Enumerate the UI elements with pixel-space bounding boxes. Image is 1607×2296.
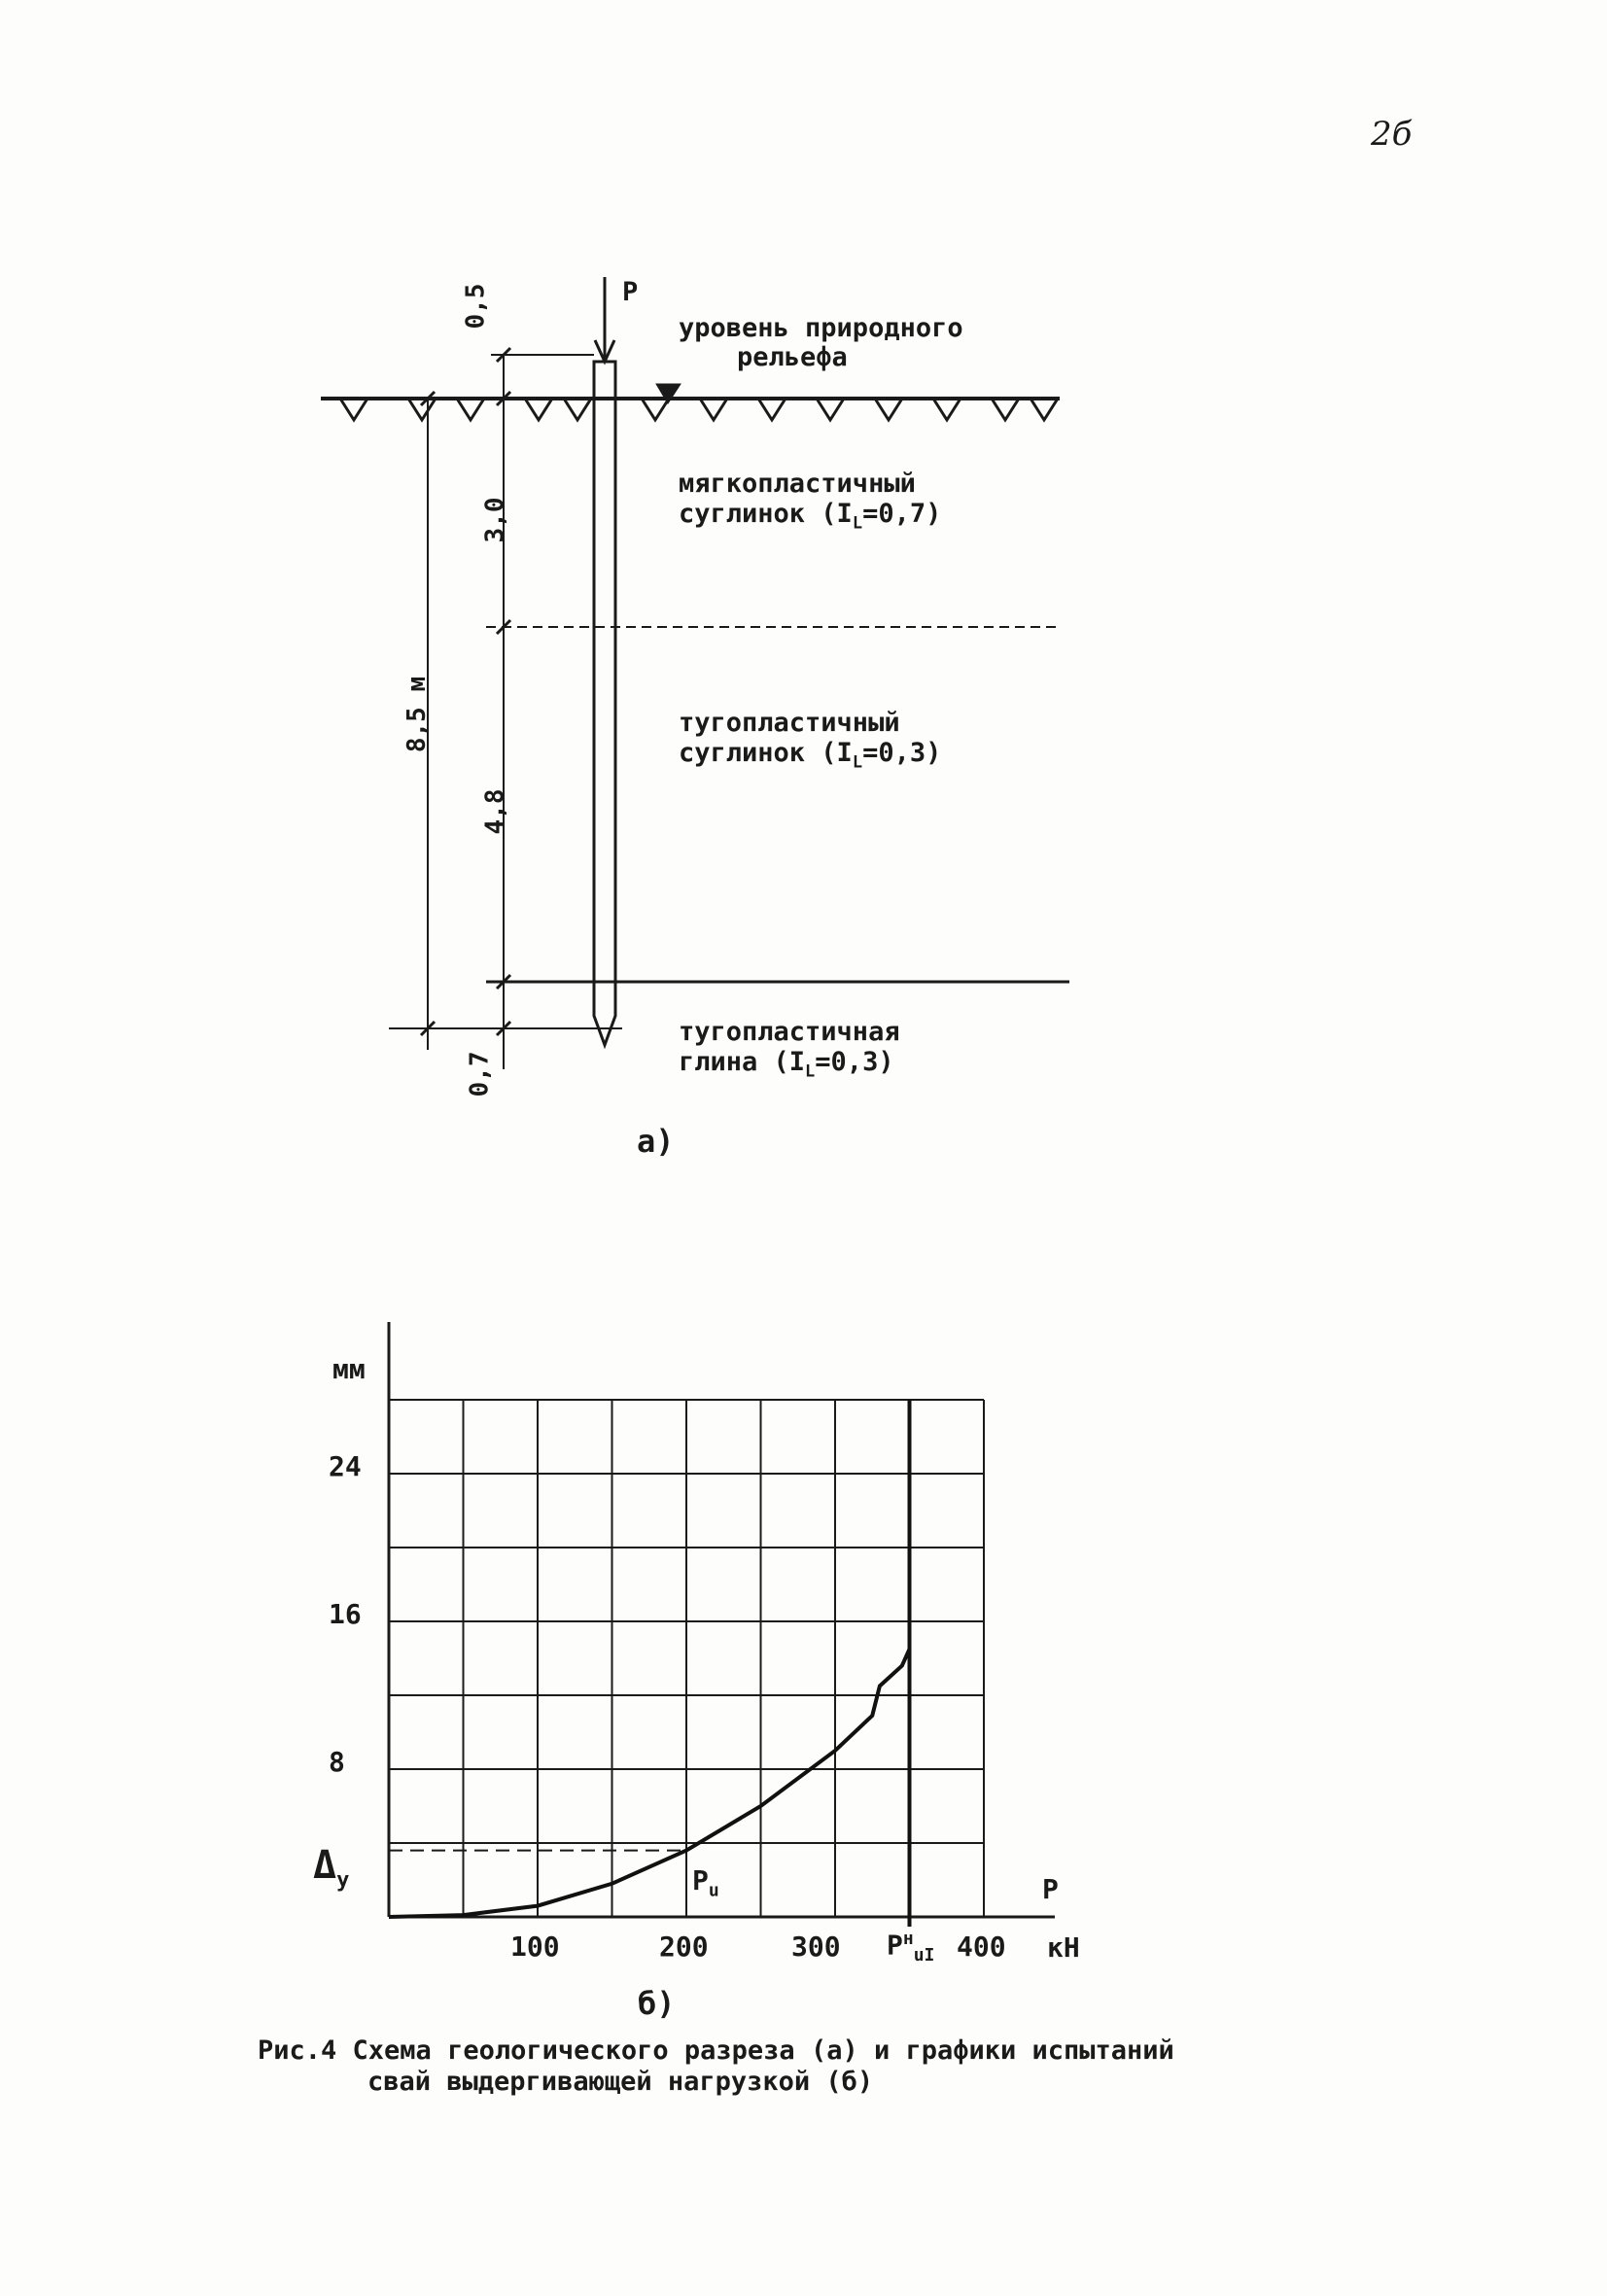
dim-total-label: 8,5 м bbox=[402, 676, 433, 753]
y-tick-label: 16 bbox=[329, 1598, 362, 1630]
pu-label: $P_u$ bbox=[692, 1864, 719, 1901]
delta-u-label: $\Delta_у$ bbox=[313, 1843, 350, 1893]
layer2-desc: суглинок $(I_L=0,3)$ bbox=[679, 738, 942, 773]
chart-series-line bbox=[389, 1650, 910, 1918]
caption-line2: свай выдергивающей нагрузкой (б) bbox=[367, 2067, 874, 2097]
x-axis-label: P bbox=[1042, 1873, 1059, 1905]
figure-b-sublabel: б) bbox=[638, 1985, 676, 2022]
x-tick-label: 300 bbox=[791, 1931, 841, 1963]
x-axis-unit: кН bbox=[1047, 1931, 1080, 1964]
load-label: P bbox=[622, 277, 639, 307]
y-tick-label: 8 bbox=[329, 1746, 345, 1778]
dim-layer1-label: 3,0 bbox=[480, 497, 510, 543]
dim-bottom-label: 0,7 bbox=[465, 1051, 495, 1097]
figure-a-sublabel: а) bbox=[637, 1123, 675, 1160]
pu1-label: $P^н_{uI}$ bbox=[887, 1929, 935, 1966]
ground-label-line2: рельефа bbox=[737, 342, 848, 372]
dim-layer2-label: 4,8 bbox=[480, 788, 510, 835]
layer1-name: мягкопластичный bbox=[679, 469, 916, 499]
page-number: 2б bbox=[1371, 115, 1413, 154]
ground-label-line1: уровень природного bbox=[679, 313, 963, 343]
x-tick-label: 400 bbox=[957, 1931, 1006, 1963]
dim-top-label: 0,5 bbox=[461, 283, 491, 330]
y-axis-unit: мм bbox=[332, 1353, 366, 1385]
y-tick-label: 24 bbox=[329, 1450, 362, 1482]
caption-line1: Рис.4 Схема геологического разреза (а) и графики испытаний bbox=[258, 2035, 1174, 2066]
layer1-desc: суглинок $(I_L=0,7)$ bbox=[679, 499, 942, 534]
layer3-desc: глина $(I_L=0,3)$ bbox=[679, 1047, 894, 1082]
x-tick-label: 200 bbox=[659, 1931, 709, 1963]
layer3-name: тугопластичная bbox=[679, 1017, 900, 1047]
x-tick-label: 100 bbox=[510, 1931, 560, 1963]
layer2-name: тугопластичный bbox=[679, 708, 900, 738]
